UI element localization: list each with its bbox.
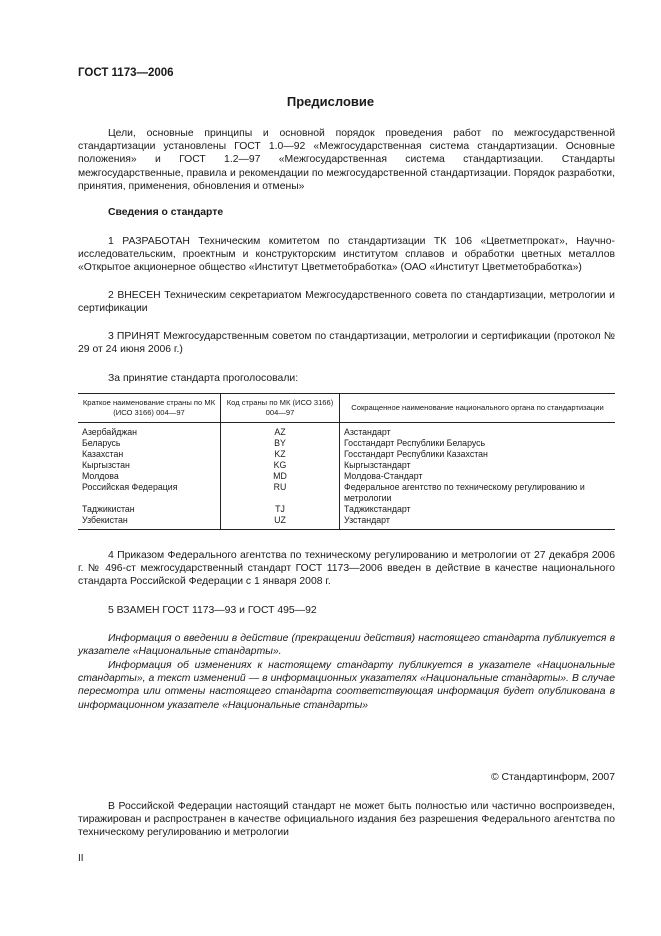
code-cell: AZ [221,423,340,439]
country-cell: Молдова [82,471,119,481]
country-cell: Азербайджан [82,427,137,437]
info-heading: Сведения о стандарте [108,207,224,218]
body-cell: Таджикстандарт [340,504,616,515]
body-cell: Кыргызстандарт [340,460,616,471]
code-cell: MD [221,471,340,482]
table-row [78,423,615,439]
code-cell: RU [221,482,340,504]
table-row [78,482,615,504]
table-row [78,460,615,471]
table-header-code: Код страны по МК (ИСО 3166) 004—97 [221,394,340,423]
item-1-paragraph: 1 РАЗРАБОТАН Техническим комитетом по стандартизации ТК 106 «Цветметпрокат», Научно-исследовательским, проектным и конструкторским институтом сплавов и обработки цветных металлов «Открытое акционерное общество «Институт Цветметобработка» (ОАО «Институт Цветметобработка») [78,236,615,274]
item-5-paragraph: 5 ВЗАМЕН ГОСТ 1173—93 и ГОСТ 495—92 [108,605,317,616]
notice-paragraph-2: Информация об изменениях к настоящему стандарту публикуется в указателе «Национальные стандарты», а текст изменений — в информационных указателях «Национальные стандарты». В случае пересмотра или отмены настоящего стандарта соответствующая информация будет опубликована в информационном указателе «Национальные стандарты» [78,660,615,711]
item-2-paragraph: 2 ВНЕСЕН Техническим секретариатом Межгосударственного совета по стандартизации, метрологии и сертификации [78,290,615,315]
country-cell: Казахстан [82,449,124,459]
country-cell: Беларусь [82,438,121,448]
body-cell: Госстандарт Республики Казахстан [340,449,616,460]
table-header-row [78,394,615,423]
country-cell: Российская Федерация [82,482,178,492]
table-row [78,471,615,482]
body-cell: Узстандарт [340,515,616,530]
table-header-body: Сокращенное наименование национального органа по стандартизации [340,394,616,423]
body-cell: Госстандарт Республики Беларусь [340,438,616,449]
page-number: II [78,853,84,864]
country-cell: Кыргызстан [82,460,130,470]
item-4-paragraph: 4 Приказом Федерального агентства по техническому регулированию и метрологии от 27 декабря 2006 г. № 496-ст межгосударственный стандарт ГОСТ 1173—2006 введен в действие в качестве национального стандарта Российской Федерации с 1 января 2008 г. [78,550,615,588]
code-cell: KG [221,460,340,471]
legal-paragraph: В Российской Федерации настоящий стандарт не может быть полностью или частично воспроизведен, тиражирован и распространен в качестве официального издания без разрешения Федерального агентства по техническому регулированию и метрологии [78,801,615,839]
table-header-country: Краткое наименование страны по МК (ИСО 3166) 004—97 [78,394,221,423]
votes-table [78,393,615,530]
code-cell: BY [221,438,340,449]
body-cell: Азстандарт [340,423,616,439]
table-row [78,515,615,530]
table-row [78,438,615,449]
item-3-paragraph: 3 ПРИНЯТ Межгосударственным советом по стандартизации, метрологии и сертификации (протокол № 29 от 24 июня 2006 г.) [78,331,615,356]
notice-paragraph-1: Информация о введении в действие (прекращении действия) настоящего стандарта публикуется в указателе «Национальные стандарты». [78,633,615,658]
table-row [78,504,615,515]
code-cell: UZ [221,515,340,530]
document-id-header: ГОСТ 1173—2006 [78,67,174,79]
body-cell: Федеральное агентство по техническому регулированию и метрологии [340,482,616,504]
code-cell: TJ [221,504,340,515]
copyright-notice: © Стандартинформ, 2007 [490,772,615,783]
country-cell: Узбекистан [78,515,221,530]
body-cell: Молдова-Стандарт [340,471,616,482]
intro-paragraph: Цели, основные принципы и основной порядок проведения работ по межгосударственной стандартизации установлены ГОСТ 1.0—92 «Межгосударственная система стандартизации. Основные положения» и ГОСТ 1.2—97 «Межгосударственная система стандартизации. Стандарты межгосударственные, правила и рекомендации по межгосударственной стандартизации. Порядок разработки, принятия, применения, обновления и отмены» [78,128,615,192]
table-row [78,449,615,460]
page-title: Предисловие [286,94,375,109]
country-cell: Таджикистан [82,504,135,514]
code-cell: KZ [221,449,340,460]
vote-intro: За принятие стандарта проголосовали: [108,373,299,384]
